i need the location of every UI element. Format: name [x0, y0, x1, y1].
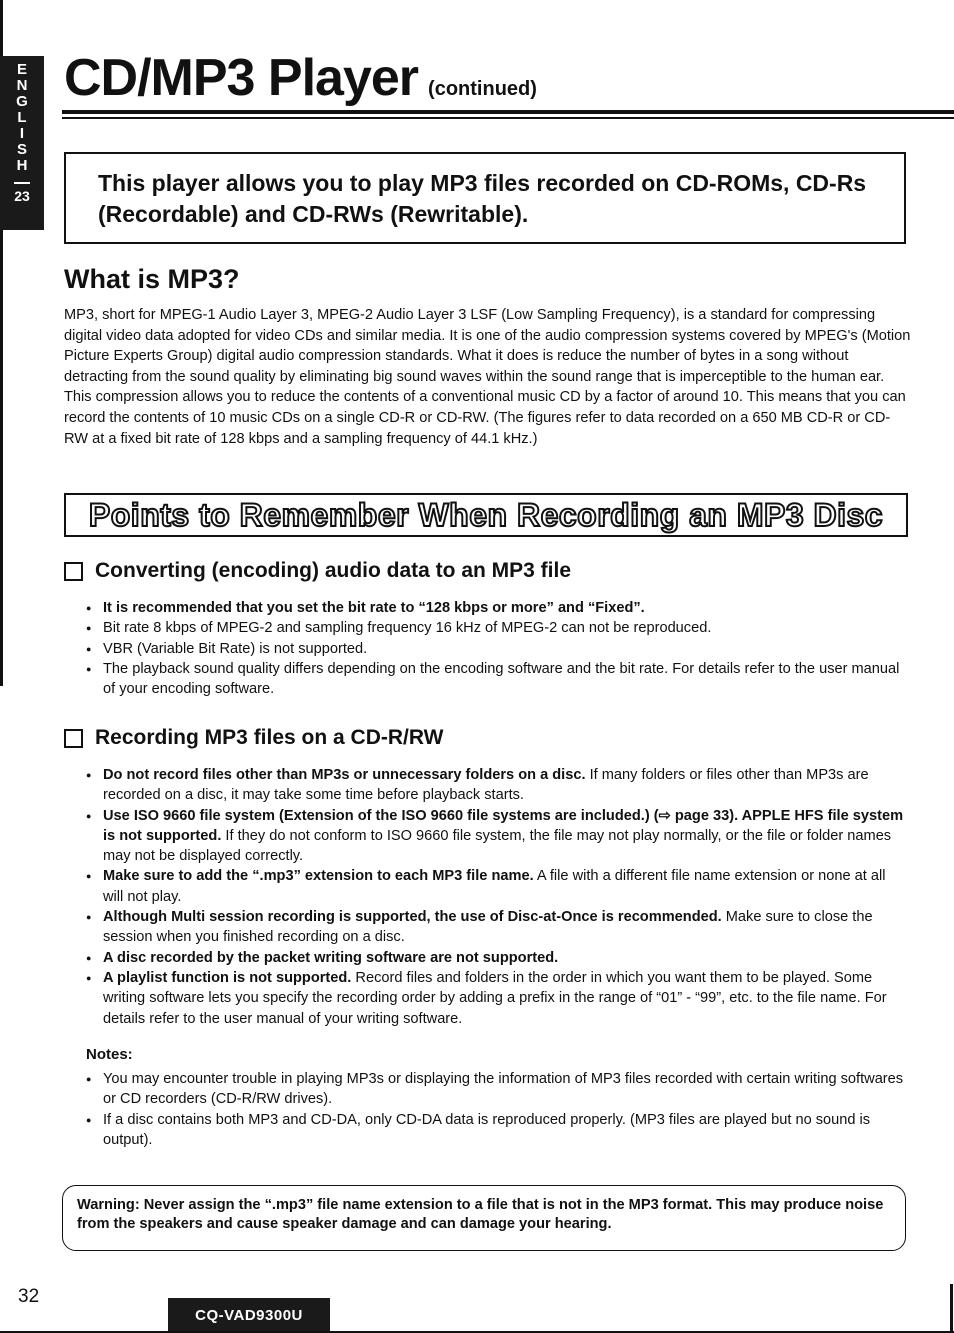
language-tab [0, 56, 44, 230]
list-item [86, 1069, 906, 1110]
item-bold-text: It is recommended that you set the bit rate to “128 kbps or more” and “Fixed”. [103, 600, 645, 616]
model-badge: CQ-VAD9300U [168, 1298, 330, 1332]
tab-letter: G [16, 93, 28, 110]
tab-letter: N [16, 77, 28, 94]
title-continued: (continued) [428, 78, 537, 100]
list-item [86, 639, 906, 659]
tab-letter: E [16, 61, 27, 78]
header-rule [62, 110, 954, 114]
item-bold-text: Do not record files other than MP3s or unnecessary folders on a disc. [103, 767, 586, 783]
page-number: 32 [18, 1286, 40, 1307]
list-item [86, 806, 906, 867]
warning-text: Warning: Never assign the “.mp3” file name extension to a file that is not in the MP3 format. This may produce noise from the speakers and cause speaker damage and can damage your hearing. [77, 1197, 884, 1232]
intro-text: This player allows you to play MP3 files recorded on CD-ROMs, CD-Rs (Recordable) and CD-RWs (Rewritable). [98, 170, 867, 227]
intro-box [64, 152, 906, 244]
list-item [86, 948, 906, 968]
section-number: 23 [14, 182, 30, 204]
item-bold-text: Make sure to add the “.mp3” extension to each MP3 file name. [103, 868, 534, 885]
item-text: If they do not conform to ISO 9660 file system, the file may not play normally, or the file or folder names may not be displayed correctly. [103, 827, 892, 865]
list-item [86, 968, 906, 1029]
section1-title: Converting (encoding) audio data to an MP3 file [95, 559, 572, 582]
item-text: The playback sound quality differs depending on the encoding software and the bit rate. For details refer to the user manual of your encoding software. [103, 660, 900, 698]
checkbox-square-icon [64, 562, 83, 581]
tab-letter: S [16, 141, 27, 158]
banner-text: Points to Remember When Recording an MP3 Disc [88, 496, 884, 533]
item-bold-text: A disc recorded by the packet writing software are not supported. [103, 949, 559, 966]
section2-list [86, 765, 906, 1029]
item-text: Bit rate 8 kbps of MPEG-2 and sampling frequency 16 kHz of MPEG-2 can not be reproduced. [103, 620, 712, 637]
what-is-heading: What is MP3? [64, 264, 240, 294]
list-item [86, 1110, 906, 1151]
tab-letter: I [19, 125, 25, 142]
item-text: Record files and folders in the order in which you want them to be played. Some writing software lets you specify the recording order by adding a prefix in the range of “01” - “99”, etc. to the file name. For details refer to the user manual of your writing software. [103, 969, 887, 1027]
item-bold-text: Although Multi session recording is supported, the use of Disc-at-Once is recommended. [103, 909, 722, 926]
notes-list [86, 1069, 906, 1150]
list-item [86, 765, 906, 806]
tab-letter: L [17, 109, 27, 126]
section2-title: Recording MP3 files on a CD-R/RW [95, 726, 444, 749]
header-rule-thin [62, 117, 954, 119]
list-item [86, 618, 906, 638]
title-text: CD/MP3 Player [64, 49, 419, 107]
section2-heading [64, 726, 443, 750]
item-text: Make sure to close the session when you finished recording on a disc. [103, 909, 873, 946]
list-item [86, 598, 906, 618]
checkbox-square-icon [64, 729, 83, 748]
item-text: If many folders or files other than MP3s are recorded on a disc, it may take some time before playback starts. [103, 767, 869, 804]
warning-box [62, 1185, 906, 1251]
item-text: You may encounter trouble in playing MP3s or displaying the information of MP3 files recorded with certain writing softwares or CD recorders (CD-R/RW drives). [103, 1071, 904, 1108]
item-bold-text: A playlist function is not supported. [103, 969, 352, 986]
tab-letter: H [16, 157, 28, 174]
section1-heading [64, 559, 571, 583]
list-item [86, 659, 906, 700]
notes-label: Notes: [86, 1046, 133, 1063]
item-text: VBR (Variable Bit Rate) is not supported. [103, 640, 368, 657]
item-text: A file with a different file name extension or none at all will not play. [103, 868, 886, 905]
list-item [86, 866, 906, 907]
points-banner [64, 493, 908, 537]
item-text: If a disc contains both MP3 and CD-DA, only CD-DA data is reproduced properly. (MP3 files are played but no sound is output). [103, 1111, 871, 1148]
edge-line [950, 1284, 953, 1333]
language-letters [16, 62, 28, 174]
page-title [64, 48, 537, 108]
what-is-body: MP3, short for MPEG-1 Audio Layer 3, MPEG-2 Audio Layer 3 LSF (Low Sampling Frequency), is a standard for compressing digital video data adopted for video CDs and similar media. It is one of the audio compression systems covered by MPEG's (Motion Picture Experts Group) digital audio compression standards. What it does is reduce the number of bytes in a song without detracting from the sound quality by eliminating big sound waves within the sound range that is imperceptible to the human ear. This compression allows you to reduce the contents of a conventional music CD by a factor of around 10. This means that you can record the contents of 10 music CDs on a single CD-R or CD-RW. (The figures refer to data recorded on a 650 MB CD-R or CD-RW at a fixed bit rate of 128 kbps and a sampling frequency of 44.1 kHz.) [64, 307, 911, 447]
list-item [86, 907, 906, 948]
section1-list [86, 598, 906, 699]
item-bold-text: Use ISO 9660 file system (Extension of the ISO 9660 file systems are included.) (⇨ page 33). APPLE HFS file system is not supported. [103, 807, 904, 844]
